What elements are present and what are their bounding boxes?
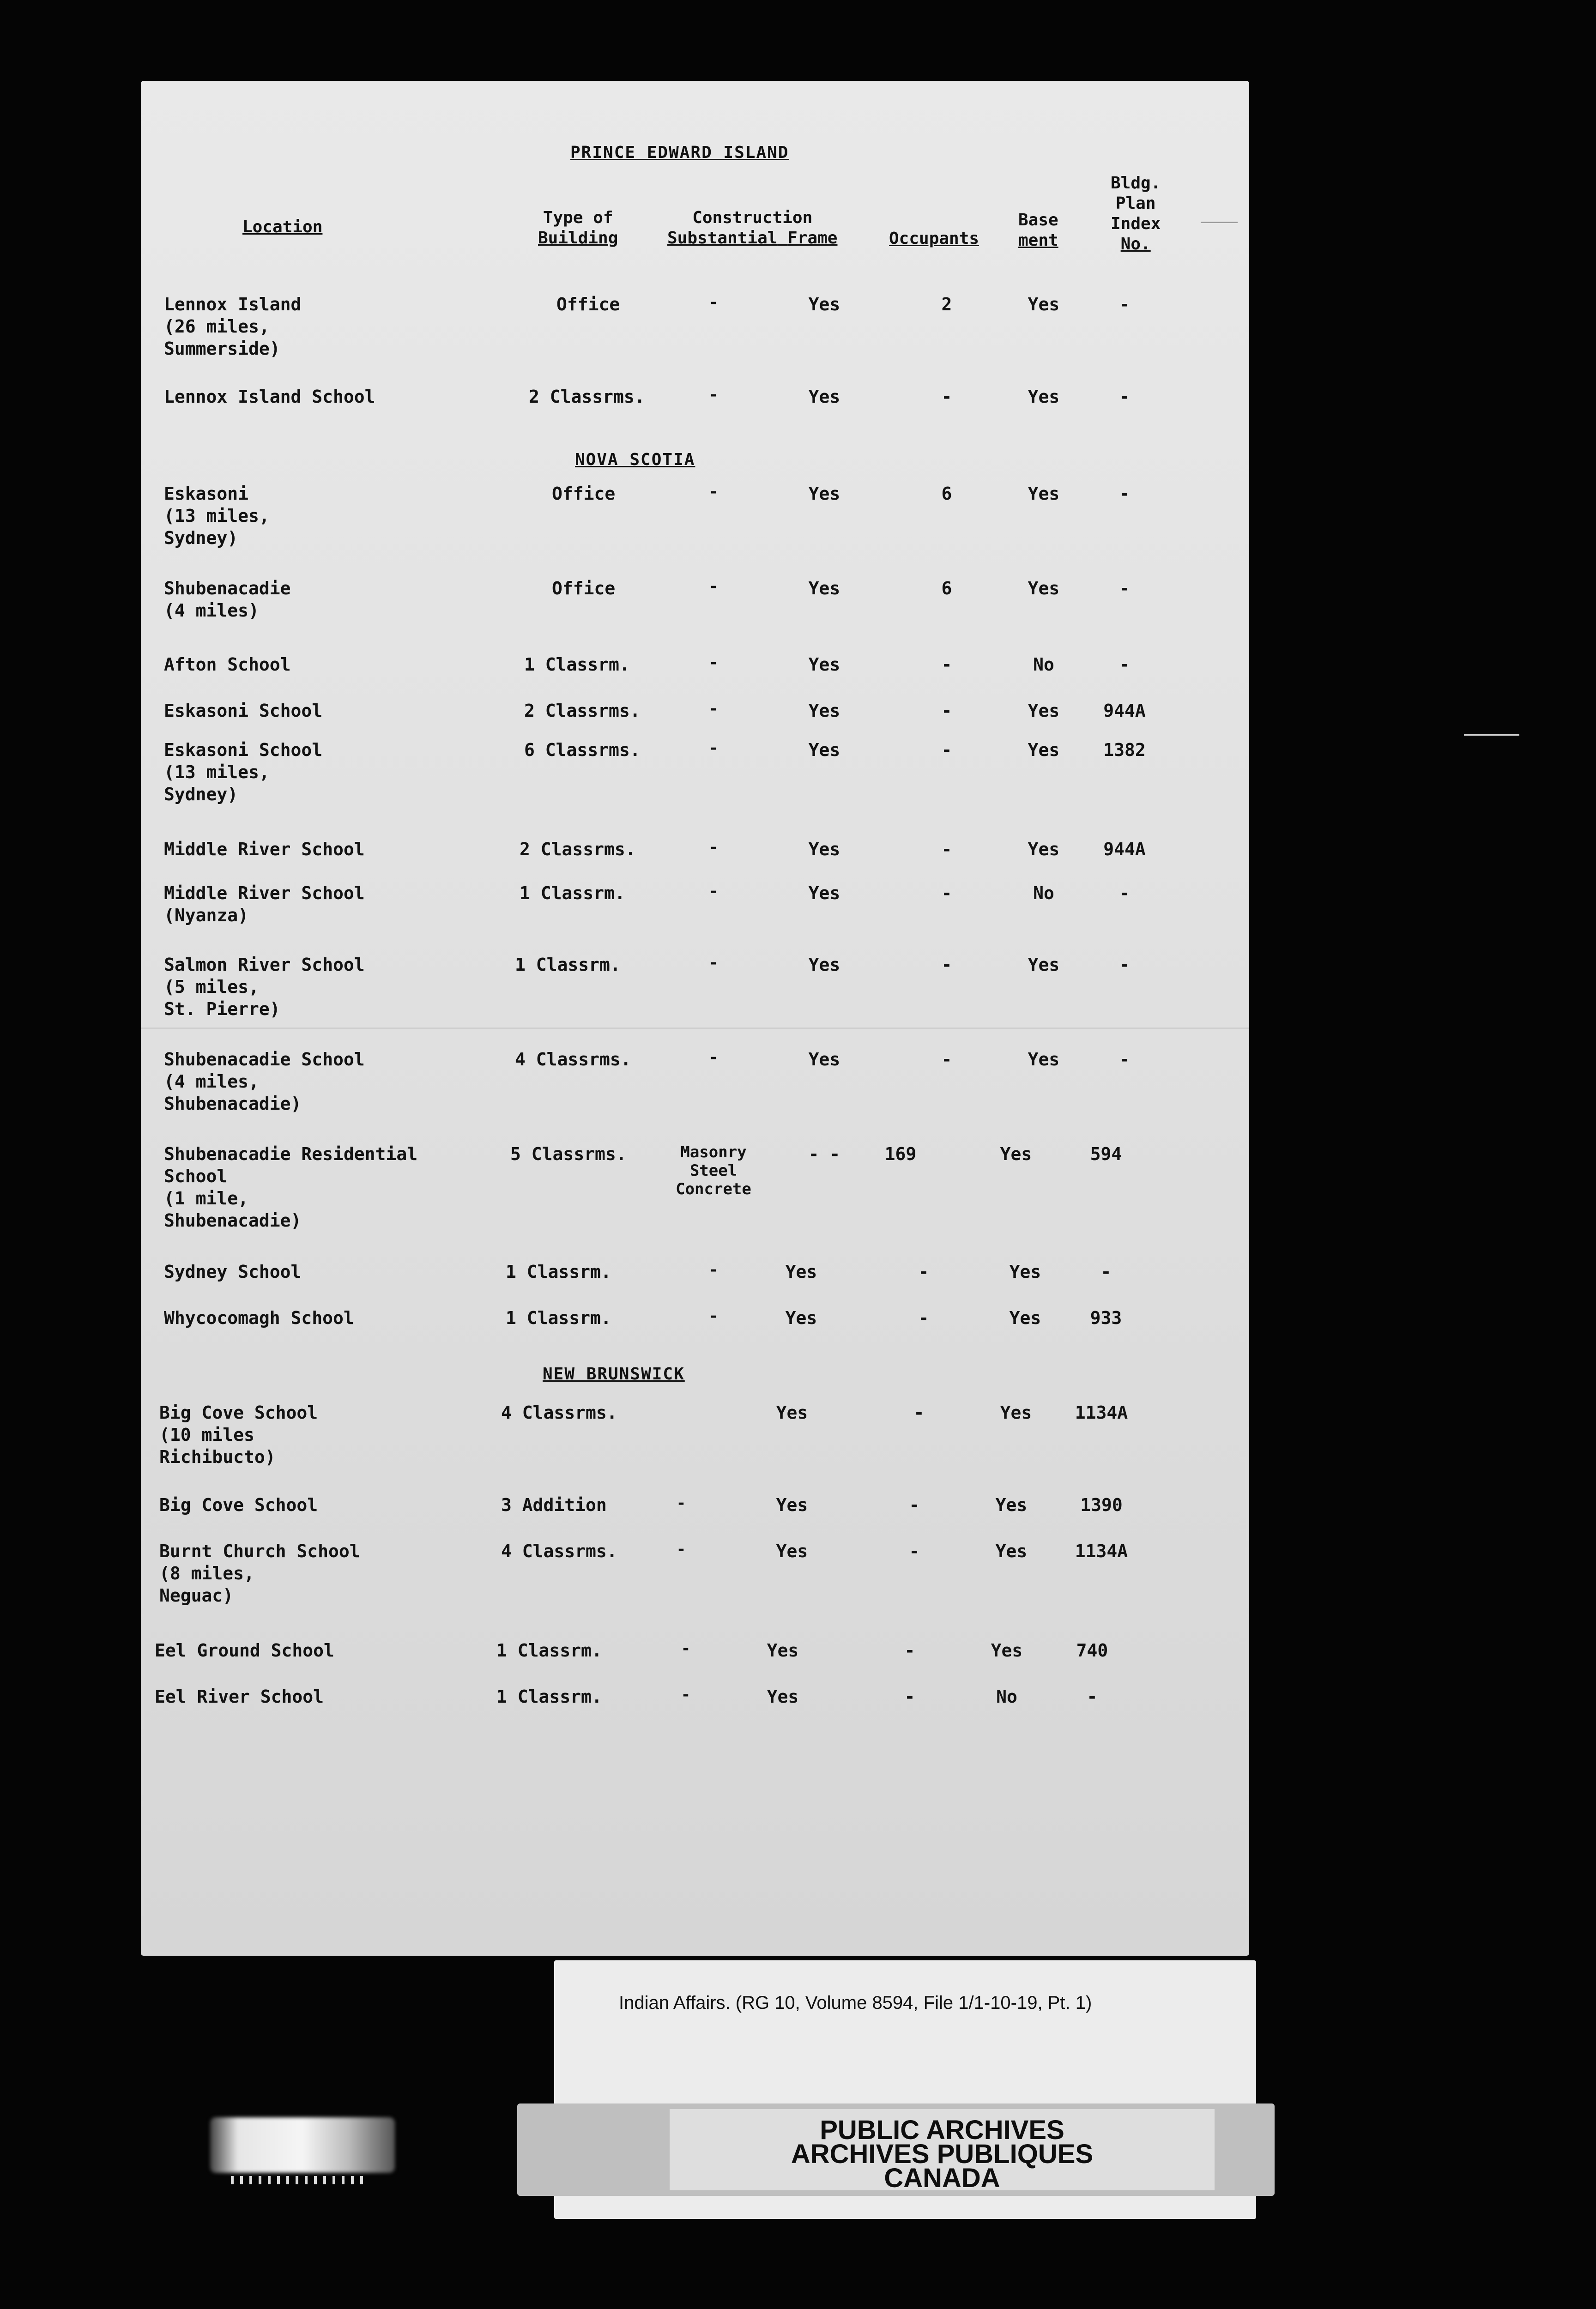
archives-stamp-bar [517,2103,1275,2196]
basement-cell: Yes [1009,1308,1041,1328]
location-cell: Shubenacadie Residential School (1 mile, Shubenacadie) [164,1144,418,1231]
location-cell: Eel River School [155,1686,324,1707]
type-cell: 1 Classrm. [506,1308,611,1328]
header-construction-label: Construction [692,208,813,227]
edge-mark [1464,734,1519,736]
occupants-cell: - [909,1541,920,1561]
plan-cell: 740 [1076,1640,1108,1661]
basement-cell: Yes [1028,1049,1060,1070]
plan-cell: - [1119,955,1130,975]
header-construction-sub [667,228,837,248]
occupants-cell: - [904,1686,915,1707]
substantial-cell: - [708,1261,719,1279]
plan-cell: 933 [1090,1308,1122,1328]
stamp-line3: CANADA [884,2163,1000,2193]
film-scale-bar [210,2117,395,2173]
plan-cell: 594 [1090,1144,1122,1164]
occupants-cell: - [941,701,952,721]
plan-cell: 1134A [1075,1541,1128,1561]
type-cell: Office [556,294,620,314]
plan-cell: - [1100,1262,1112,1282]
header-substantial: Substantial [667,229,778,248]
type-cell: 1 Classrm. [515,955,621,975]
frame-cell: Yes [808,654,840,675]
frame-cell: Yes [808,701,840,721]
plan-cell: - [1087,1686,1098,1707]
location-cell: Salmon River School (5 miles, St. Pierre) [164,955,365,1019]
type-cell: 1 Classrm. [520,883,625,903]
type-cell: Office [552,578,616,598]
substantial-cell: - [708,838,719,857]
substantial-cell: - [708,882,719,901]
stamp-line1: PUBLIC ARCHIVES [820,2115,1064,2145]
basement-cell: Yes [1000,1402,1032,1423]
occupants-cell: - [913,1402,925,1423]
substantial-cell: - [676,1494,686,1512]
plan-cell: - [1119,883,1130,903]
occupants-cell: - [941,1049,952,1070]
header-plan-index [1111,173,1161,254]
frame-cell: Yes [808,578,840,598]
plan-cell: 944A [1103,839,1146,859]
type-cell: 4 Classrms. [515,1049,631,1070]
header-location [242,217,322,237]
location-cell: Afton School [164,654,291,675]
occupants-cell: - [904,1640,915,1661]
header-basement [1018,210,1058,251]
frame-cell: Yes [767,1686,799,1707]
basement-cell: Yes [1028,578,1060,598]
header-type-line1: Type of [543,208,613,227]
frame-cell: Yes [808,484,840,504]
document-page [141,81,1249,1956]
substantial-cell: - [708,739,719,757]
basement-cell: No [996,1686,1017,1707]
type-cell: 4 Classrms. [501,1402,617,1423]
basement-cell: Yes [1028,294,1060,314]
plan-cell: - [1119,654,1130,675]
type-cell: 3 Addition [501,1495,607,1515]
plan-cell: 1390 [1080,1495,1123,1515]
basement-cell: Yes [1028,839,1060,859]
location-cell: Eskasoni (13 miles, Sydney) [164,484,270,548]
stamp-line2: ARCHIVES PUBLIQUES [791,2139,1094,2169]
type-cell: 2 Classrms. [524,701,641,721]
occupants-cell: - [918,1262,929,1282]
type-cell: 6 Classrms. [524,740,641,760]
basement-cell: Yes [1009,1262,1041,1282]
occupants-cell: - [941,839,952,859]
basement-cell: No [1033,654,1054,675]
location-cell: Shubenacadie School (4 miles, Shubenacadie) [164,1049,365,1114]
type-cell: 1 Classrm. [496,1686,602,1707]
header-location-label: Location [242,218,323,236]
fold-line [141,1028,1249,1029]
location-cell: Whycocomagh School [164,1308,354,1328]
plan-cell: - [1119,578,1130,598]
frame-cell: Yes [767,1640,799,1661]
plan-cell: 944A [1103,701,1146,721]
frame-cell: Yes [785,1262,817,1282]
citation-text: Indian Affairs. (RG 10, Volume 8594, File 1/1-10-19, Pt. 1) [619,1993,1092,2013]
type-cell: 2 Classrms. [520,839,636,859]
occupants-cell: - [941,654,952,675]
archives-stamp-text [670,2115,1215,2193]
plan-cell: 1134A [1075,1402,1128,1423]
type-cell: 2 Classrms. [529,387,645,407]
basement-cell: Yes [1028,701,1060,721]
frame-cell: Yes [808,387,840,407]
basement-cell: Yes [1028,740,1060,760]
plan-cell: - [1119,294,1130,314]
type-cell: 1 Classrm. [524,654,630,675]
plan-cell: - [1119,1049,1130,1070]
basement-cell: Yes [995,1541,1028,1561]
substantial-cell: - [708,954,719,972]
location-cell: Eskasoni School [164,701,323,721]
header-basement-line2: ment [1018,231,1058,250]
frame-cell: Yes [808,839,840,859]
type-cell: 4 Classrms. [501,1541,617,1561]
occupants-cell: - [909,1495,920,1515]
substantial-cell: - [708,1307,719,1325]
edge-mark [1201,222,1238,223]
substantial-cell: - [708,700,719,718]
occupants-cell: - [941,740,952,760]
basement-cell: No [1033,883,1054,903]
substantial-cell: - [708,483,719,501]
header-frame: Frame [787,229,838,248]
basement-cell: Yes [1028,484,1060,504]
plan-cell: - [1119,387,1130,407]
frame-cell: Yes [785,1308,817,1328]
basement-cell: Yes [1028,387,1060,407]
basement-cell: Yes [1028,955,1060,975]
frame-cell: Yes [776,1541,808,1561]
header-plan-line4: No. [1120,235,1151,254]
occupants-cell: - [941,387,952,407]
substantial-cell: - [708,577,719,596]
archives-stamp [670,2109,1215,2193]
occupants-cell: 6 [941,484,952,504]
film-scale-ticks [231,2176,369,2184]
location-cell: Lennox Island (26 miles, Summerside) [164,294,302,359]
section-title-pei: PRINCE EDWARD ISLAND [570,143,789,162]
frame-cell: Yes [808,883,840,903]
header-type-line2: Building [538,229,618,248]
header-basement-line1: Base [1018,211,1058,230]
section-title-nb: NEW BRUNSWICK [543,1365,685,1384]
frame-cell: Yes [776,1402,808,1423]
type-cell: Office [552,484,616,504]
header-occupants-label: Occupants [889,229,979,248]
substantial-cell: - [708,293,719,312]
basement-cell: Yes [991,1640,1023,1661]
substantial-cell: - [708,653,719,672]
substantial-cell: - [708,386,719,404]
basement-cell: Yes [995,1495,1028,1515]
substantial-cell: - [676,1540,686,1559]
occupants-cell: - [918,1308,929,1328]
frame-cell: - - [808,1144,840,1164]
location-cell: Middle River School [164,839,365,859]
frame-cell: Yes [808,740,840,760]
header-plan-line2: Plan [1115,194,1156,213]
substantial-cell: Masonry Steel Concrete [676,1143,751,1198]
location-cell: Eskasoni School (13 miles, Sydney) [164,740,323,804]
occupants-cell: 6 [941,578,952,598]
plan-cell: 1382 [1103,740,1146,760]
substantial-cell: - [681,1686,691,1704]
header-plan-line3: Index [1111,214,1161,233]
type-cell: 1 Classrm. [506,1262,611,1282]
frame-cell: Yes [776,1495,808,1515]
occupants-cell: 2 [941,294,952,314]
substantial-cell: - [681,1639,691,1658]
substantial-cell: - [708,1048,719,1067]
location-cell: Lennox Island School [164,387,375,407]
header-plan-line1: Bldg. [1111,174,1161,193]
header-type [538,208,618,248]
occupants-cell: 169 [884,1144,917,1164]
type-cell: 1 Classrm. [496,1640,602,1661]
basement-cell: Yes [1000,1144,1032,1164]
frame-cell: Yes [808,1049,840,1070]
section-title-ns: NOVA SCOTIA [575,450,695,469]
location-cell: Shubenacadie (4 miles) [164,578,291,621]
location-cell: Big Cove School [159,1495,318,1515]
location-cell: Big Cove School (10 miles Richibucto) [159,1402,318,1467]
frame-cell: Yes [808,955,840,975]
location-cell: Sydney School [164,1262,302,1282]
type-cell: 5 Classrms. [510,1144,627,1164]
header-construction [667,208,837,248]
location-cell: Burnt Church School (8 miles, Neguac) [159,1541,360,1606]
occupants-cell: - [941,955,952,975]
plan-cell: - [1119,484,1130,504]
location-cell: Middle River School (Nyanza) [164,883,365,925]
location-cell: Eel Ground School [155,1640,334,1661]
frame-cell: Yes [808,294,840,314]
occupants-cell: - [941,883,952,903]
header-occupants [889,229,979,249]
